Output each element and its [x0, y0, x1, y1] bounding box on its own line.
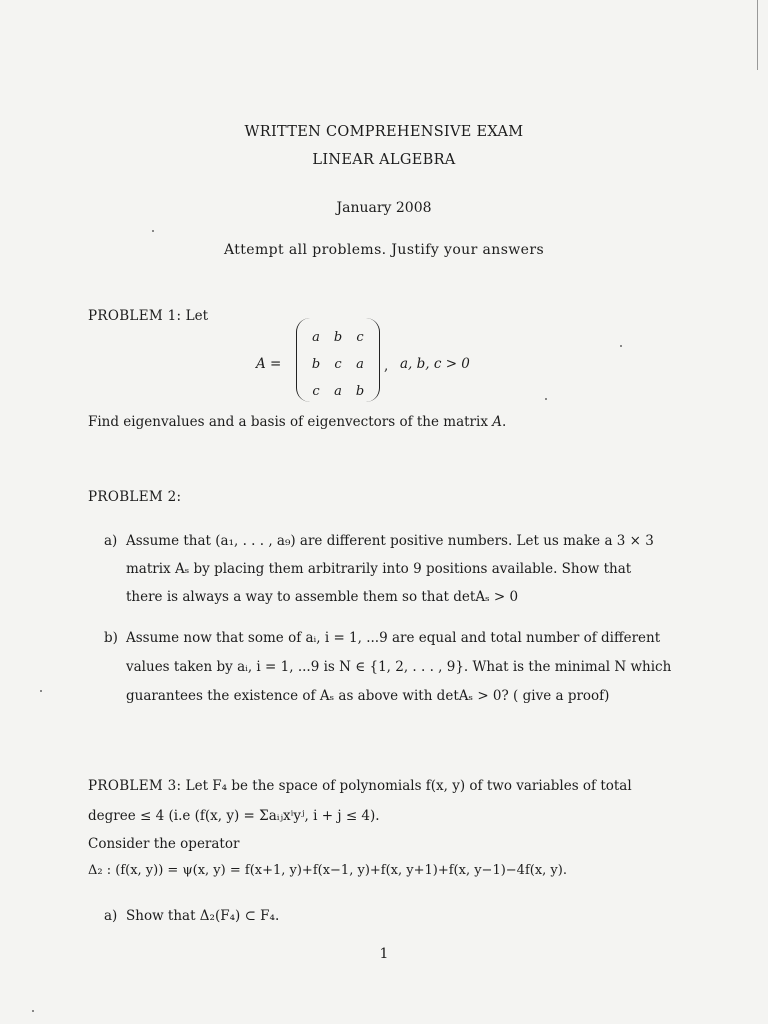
problem1-task-var: A: [492, 414, 502, 430]
scan-speck: [32, 1010, 34, 1012]
matrix-cell: c: [312, 384, 320, 399]
problem2-a-line2: matrix Aₛ by placing them arbitrarily into 9 positions available. Show that: [126, 561, 632, 577]
matrix-cell: a: [356, 357, 364, 372]
problem2-heading: PROBLEM 2:: [88, 489, 182, 505]
problem2-b-line1: Assume now that some of aᵢ, i = 1, ...9 are equal and total number of different: [126, 630, 661, 646]
scan-speck: [545, 398, 547, 400]
page-number: 1: [379, 946, 389, 962]
problem2-a-line1: Assume that (a₁, . . . , a₉) are different positive numbers. Let us make a 3 × 3: [126, 533, 654, 549]
problem1-task-text: Find eigenvalues and a basis of eigenvectors of the matrix: [88, 414, 493, 430]
problem1-task: [88, 414, 506, 430]
problem3-heading: PROBLEM 3:: [88, 778, 182, 794]
exam-title: WRITTEN COMPREHENSIVE EXAM: [244, 124, 524, 140]
problem3-line4: Δ₂ : (f(x, y)) = ψ(x, y) = f(x+1, y)+f(x−1, y)+f(x, y+1)+f(x, y−1)−4f(x, y).: [88, 863, 567, 878]
problem3-a-label: a): [104, 908, 118, 924]
exam-subject: LINEAR ALGEBRA: [312, 152, 456, 168]
scan-edge-line: [757, 0, 758, 70]
problem2-b-label: b): [104, 630, 118, 646]
matrix-condition: a, b, c > 0: [400, 356, 470, 372]
scan-speck: [40, 690, 42, 692]
problem1-heading-line: [88, 308, 208, 324]
problem1-heading: PROBLEM 1:: [88, 308, 182, 324]
scan-speck: [152, 230, 154, 232]
problem2-a-line3: there is always a way to assemble them so that detAₛ > 0: [126, 589, 519, 605]
problem1-task-end: .: [501, 414, 507, 430]
problem3-line3: Consider the operator: [88, 836, 240, 852]
scan-speck: [620, 345, 622, 347]
exam-date: January 2008: [336, 200, 432, 216]
exam-instructions: Attempt all problems. Justify your answers: [223, 242, 545, 258]
matrix-lhs: A =: [256, 356, 282, 372]
matrix-cell: a: [312, 330, 320, 345]
problem3-line1: Let F₄ be the space of polynomials f(x, y) of two variables of total: [185, 778, 632, 794]
matrix-cell: c: [334, 357, 342, 372]
matrix-comma: ,: [384, 358, 389, 374]
matrix-cell: b: [311, 357, 321, 372]
matrix-cell: c: [356, 330, 364, 345]
problem2-b-line2: values taken by aᵢ, i = 1, ...9 is N ∈ {1, 2, . . . , 9}. What is the minimal N which: [126, 659, 672, 675]
problem3-a-text: Show that Δ₂(F₄) ⊂ F₄.: [126, 908, 280, 924]
problem3-heading-line: [88, 778, 632, 794]
matrix-A: [296, 318, 380, 402]
problem1-intro: Let: [185, 308, 208, 324]
matrix-cell: b: [333, 330, 343, 345]
problem2-b-line3: guarantees the existence of Aₛ as above with detAₛ > 0? ( give a proof): [126, 688, 610, 704]
matrix-cell: a: [334, 384, 342, 399]
problem3-line2: degree ≤ 4 (i.e (f(x, y) = Σaᵢⱼxⁱyʲ, i + j ≤ 4).: [88, 808, 380, 824]
problem2-a-label: a): [104, 533, 118, 549]
matrix-cell: b: [355, 384, 365, 399]
